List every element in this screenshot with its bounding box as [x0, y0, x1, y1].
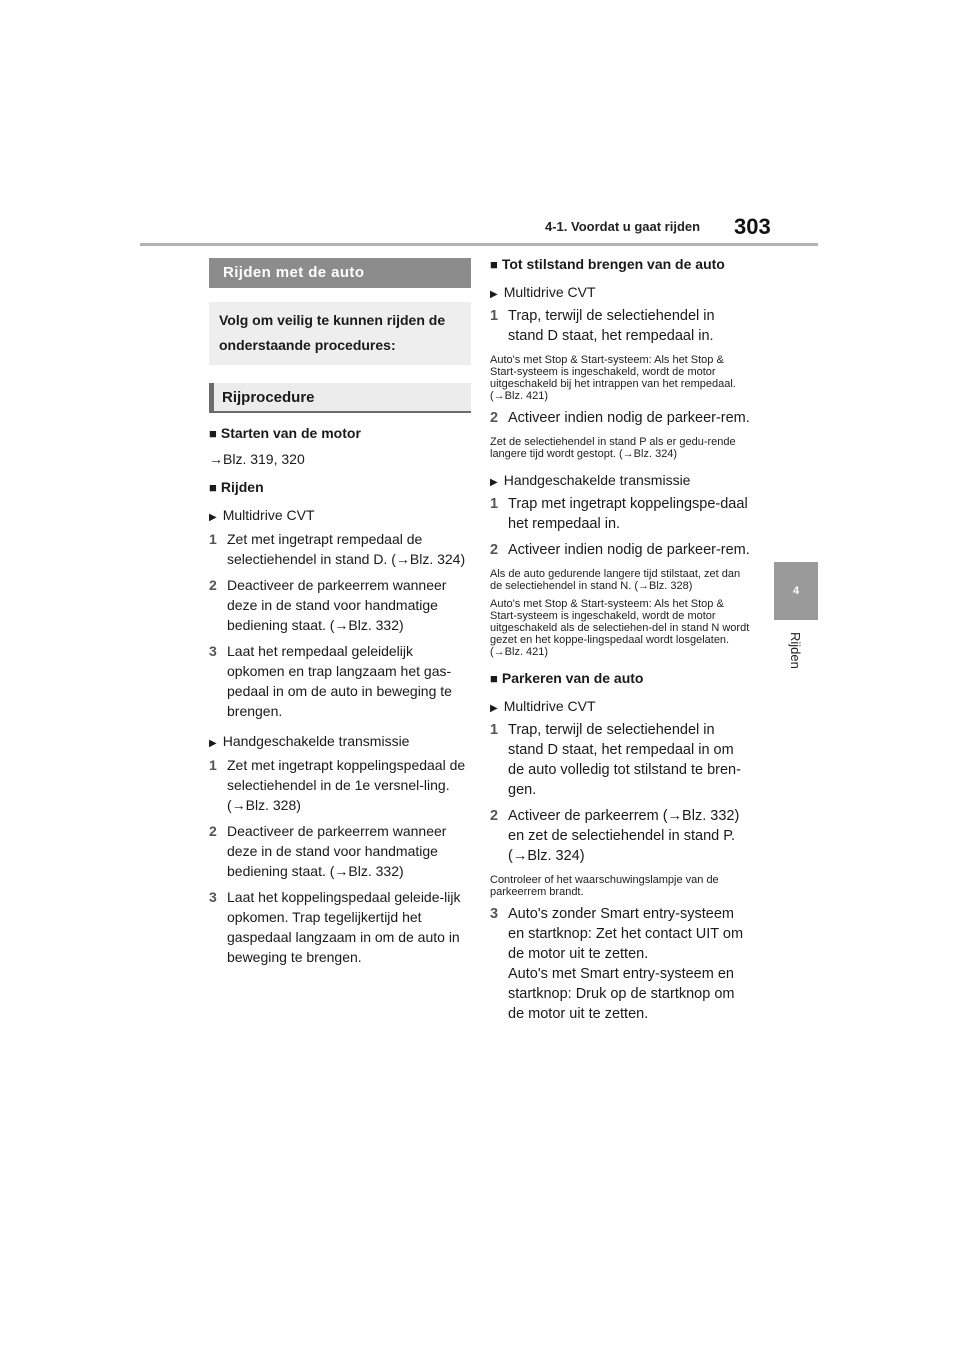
stop-manual-step-1: 1 Trap met ingetrapt koppelingspe-daal het rempedaal in. [490, 496, 748, 532]
stop-cvt-note-2: Zet de selectiehendel in stand P als er gedu-rende langere tijd wordt gestopt. (→Blz. 324) [490, 436, 736, 460]
drive-manual-step-1: 1 Zet met ingetrapt koppelingspedaal de selectiehendel in de 1e versnel-ling. (→Blz. 328) [209, 757, 466, 813]
starting-title: ■ Starten van de motor [209, 425, 471, 441]
chapter-tab[interactable] [774, 562, 818, 992]
stop-manual-step-2: 2 Activeer indien nodig de parkeer-rem. [490, 542, 750, 558]
drive-manual-step-3: 3 Laat het koppelingspedaal geleide-lijk opkomen. Trap tegelijkertijd het gaspedaal langzaam in om de auto in beweging te brengen. [209, 889, 461, 965]
intro-box: Volg om veilig te kunnen rijden de onderstaande procedures: [209, 302, 471, 365]
stop-manual-note-1: Als de auto gedurende langere tijd stilstaat, zet dan de selectiehendel in stand N. (→Blz. 328) [490, 568, 741, 592]
park-cvt-step-3: 3 Auto's zonder Smart entry-systeem en startknop: Zet het contact UIT om de motor uit te zetten. Auto's met Smart entry-systeem en startknop: Druk op de startknop om de motor uit te zetten. [490, 906, 744, 1022]
page-number: 303 [734, 214, 771, 239]
stopping-title: ■ Tot stilstand brengen van de auto [490, 256, 752, 272]
stop-cvt-note-1: Auto's met Stop & Start-systeem: Als het Stop & Start-systeem is ingeschakeld, wordt de motor uitgeschakeld bij het intrappen van het rempedaal. (→Blz. 421) [490, 354, 736, 402]
drive-manual-step-2: 2 Deactiveer de parkeerrem wanneer deze in de stand voor handmatige bediening staat. (→Blz. 332) [209, 823, 447, 879]
header-rule [140, 243, 818, 246]
cvt-label: ▶ Multidrive CVT [209, 507, 471, 523]
stop-manual-label: ▶ Handgeschakelde transmissie [490, 472, 752, 488]
stop-cvt-step-2: 2 Activeer indien nodig de parkeer-rem. [490, 410, 750, 426]
chapter-label: Rijden [788, 632, 803, 669]
heading-sub: Rijprocedure [209, 383, 471, 413]
park-cvt-step-2: 2 Activeer de parkeerrem (→Blz. 332) en zet de selectiehendel in stand P. (→Blz. 324) [490, 808, 740, 864]
parking-title: ■ Parkeren van de auto [490, 670, 752, 686]
stop-cvt-label: ▶ Multidrive CVT [490, 284, 752, 300]
park-step-3b: Auto's met Smart entry-systeem en startknop: Druk op de startknop om de motor uit te zetten. [508, 966, 735, 1022]
park-step-3a: Auto's zonder Smart entry-systeem en startknop: Zet het contact UIT om de motor uit te zetten. [508, 906, 744, 962]
stop-cvt-step-1: 1 Trap, terwijl de selectiehendel in stand D staat, het rempedaal in. [490, 308, 715, 344]
drive-cvt-step-3: 3 Laat het rempedaal geleidelijk opkomen en trap langzaam het gas-pedaal in om de auto in beweging te brengen. [209, 643, 452, 719]
park-cvt-note: Controleer of het waarschuwingslampje van de parkeerrem brandt. [490, 874, 719, 898]
drive-cvt-step-2: 2 Deactiveer de parkeerrem wanneer deze in de stand voor handmatige bediening staat. (→Blz. 332) [209, 577, 447, 633]
manual-label: ▶ Handgeschakelde transmissie [209, 733, 471, 749]
section-label: 4-1. Voordat u gaat rijden [545, 219, 701, 234]
chapter-number: 4 [774, 562, 818, 620]
stop-manual-note-2: Auto's met Stop & Start-systeem: Als het Stop & Start-systeem is ingeschakeld, wordt de motor uitgeschakeld als de selectiehen-del in stand N wordt gezet en het koppe-lingspedaal wordt losgelaten. (→Blz. 421) [490, 598, 750, 658]
park-cvt-step-1: 1 Trap, terwijl de selectiehendel in stand D staat, het rempedaal in om de auto volledig tot stilstand te bren-gen. [490, 722, 741, 798]
heading-main: Rijden met de auto [209, 258, 471, 288]
driving-title: ■ Rijden [209, 479, 471, 495]
park-cvt-label: ▶ Multidrive CVT [490, 698, 752, 714]
starting-ref[interactable]: →Blz. 319, 320 [209, 451, 305, 467]
right-column [490, 256, 752, 1024]
left-column [209, 258, 471, 967]
drive-cvt-step-1: 1 Zet met ingetrapt rempedaal de selectiehendel in stand D. (→Blz. 324) [209, 531, 466, 567]
